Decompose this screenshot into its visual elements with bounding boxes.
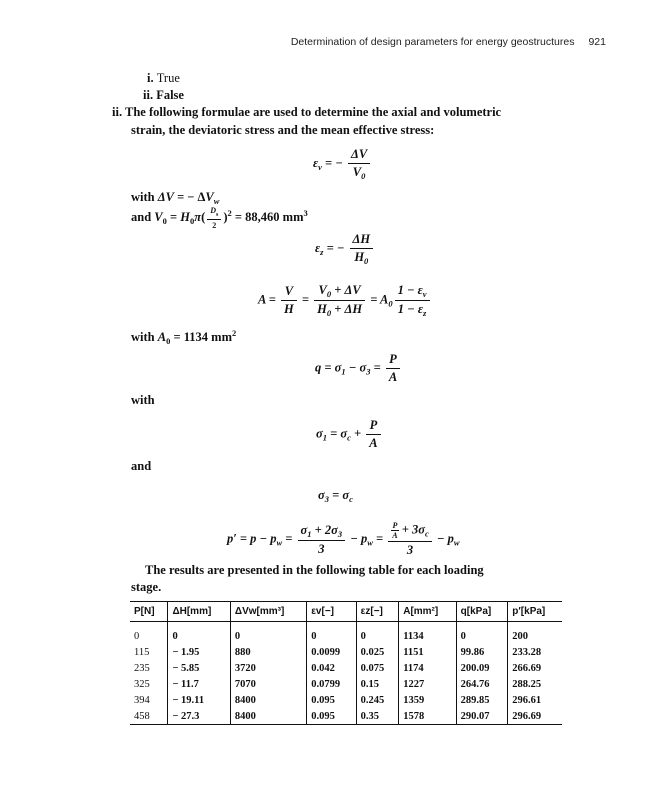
with-label: with [131,393,155,407]
table-cell: 115 [134,646,150,658]
table-cell: 0.0099 [307,644,356,660]
table-cell: 0.245 [356,692,399,708]
col-header: εz[−] [356,602,399,622]
table-cell: 290.07 [456,708,508,725]
equation-sigma1: $\sigma_1 = \sigma_c$ + $\frac{P}{A}$ [316,418,383,451]
table-cell: 7070 [230,676,306,692]
and-label: and [131,459,152,473]
table-cell: 296.61 [508,692,562,708]
page-number: 921 [588,36,606,48]
results-table [130,601,562,725]
table-cell: 880 [230,644,306,660]
question-line1: ii. The following formulae are used to determine the axial and volumetric [112,105,502,119]
table-cell: 1227 [399,676,456,692]
table-cell: − 1.95 [168,644,230,660]
equation-volumetric-strain: $\varepsilon_v$ = − $\frac{\Delta V}{V_0}$ [313,147,372,181]
table-cell: 0 [356,622,399,645]
table-cell: − 27.3 [168,708,230,725]
table-cell: 0 [307,622,356,645]
equation-axial-strain: $\varepsilon_z$ = − $\frac{\Delta H}{H_0}$ [315,232,375,266]
table-cell: 288.25 [508,676,562,692]
table-cell: 200.09 [456,660,508,676]
col-header: εv[−] [307,602,356,622]
table-cell: 264.76 [456,676,508,692]
table-cell: − 11.7 [168,676,230,692]
table-cell: 8400 [230,708,306,725]
table-cell: 394 [134,694,150,706]
option-true: i. True [147,71,180,85]
equation-area: A = $\frac{V}{H}$ = $\frac{V_0 + \Delta V}{H_0 + \Delta H}$ = $A_0$ $\frac{1 - \varepsilon_v}{1 - \varepsilon_z}$ [258,283,432,318]
table-row [130,660,562,676]
table-cell: 0 [456,622,508,645]
and-v0: and $V_0 = H_0\pi$( $\frac{D_s}{2}$ )$^2$ = 88,460 $mm^3$ [131,206,308,230]
table-cell: 200 [508,622,562,645]
col-header: A[mm²] [399,602,456,622]
table-cell: 0.042 [307,660,356,676]
table-cell: 458 [130,708,168,725]
table-cell: 233.28 [508,644,562,660]
col-header: ΔVw[mm³] [230,602,306,622]
table-cell: 0.35 [356,708,399,725]
question-line2: strain, the deviatoric stress and the mean effective stress: [131,123,435,137]
table-cell: 1174 [399,660,456,676]
table-cell: 0.0799 [307,676,356,692]
option-false: ii. False [143,88,184,102]
table-cell: 296.69 [508,708,562,725]
table-row [130,622,562,645]
table-header-row [130,602,562,622]
results-line2: stage. [131,580,162,594]
table-cell: − 19.11 [168,692,230,708]
table-cell: 0.095 [307,692,356,708]
running-header [291,36,606,48]
col-header: p′[kPa] [508,602,562,622]
table-cell: 266.69 [508,660,562,676]
table-cell: 235 [134,662,150,674]
equation-mean-effective-stress: $p' = p - p_w$ = $\frac{\sigma_1 + 2\sigma_3}{3}$ − $p_w$ = $\frac{P}{A}$ + $3\sigma_c$ 3 − $p_w$ [227,521,460,557]
table-cell: 1359 [399,692,456,708]
table-row [130,708,562,725]
table-cell: 1134 [399,622,456,645]
col-header: q[kPa] [456,602,508,622]
col-header: ΔH[mm] [168,602,230,622]
table-cell: 0.095 [307,708,356,725]
with-a0: with $A_0 = 1134$ $mm^2$ [131,328,237,346]
running-title: Determination of design parameters for energy geostructures [290,36,575,48]
table-row [130,644,562,660]
table-cell: − 5.85 [168,660,230,676]
equation-sigma3: $\sigma_3 = \sigma_c$ [318,488,353,504]
table-cell: 0.075 [356,660,399,676]
table-cell: 325 [134,678,150,690]
table-cell: 0 [134,630,140,642]
table-cell: 0.15 [356,676,399,692]
table-cell: 0 [230,622,306,645]
table-cell: 289.85 [456,692,508,708]
table-cell: 99.86 [456,644,508,660]
equation-deviatoric-stress: $q = \sigma_1 - \sigma_3$ = $\frac{P}{A}$ [315,352,402,385]
table-cell: 0.025 [356,644,399,660]
results-line1: The results are presented in the following table for each loading [145,563,484,577]
table-cell: 3720 [230,660,306,676]
col-header: P[N] [130,602,168,622]
table-cell: 1151 [399,644,456,660]
with-delta-v: with ΔV = − $\Delta V_w$ [131,190,220,206]
table-cell: 8400 [230,692,306,708]
table-row [130,676,562,692]
table-cell: 1578 [399,708,456,725]
table-row [130,692,562,708]
table-cell: 0 [168,622,230,645]
